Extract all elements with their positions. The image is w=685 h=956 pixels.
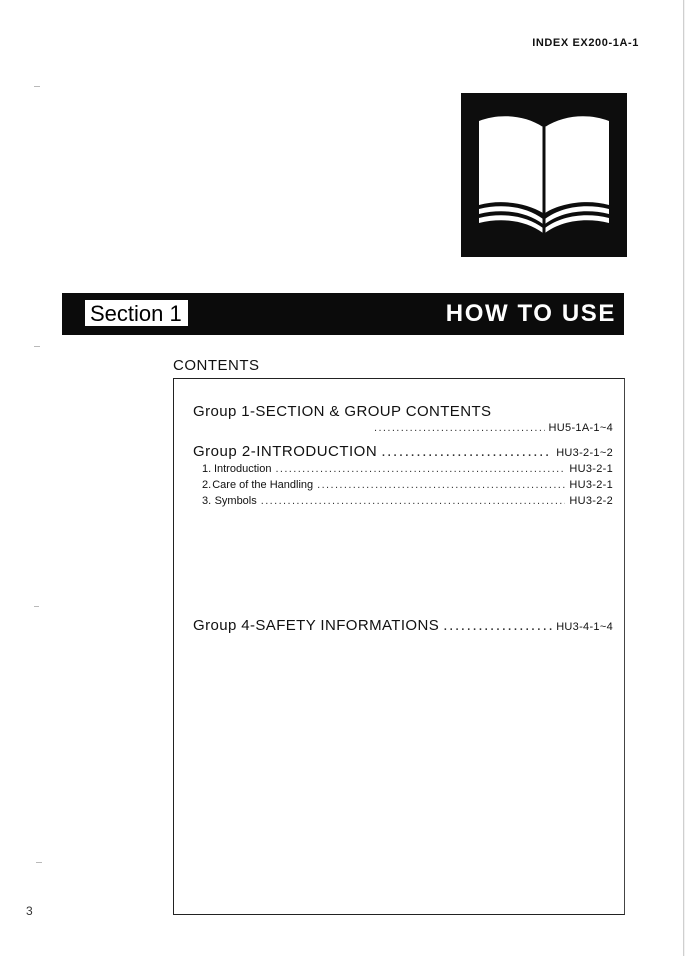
list-item (202, 463, 613, 475)
page-mark: 3 (26, 904, 33, 918)
leader-dots (443, 617, 552, 635)
margin-mark (34, 606, 39, 607)
margin-mark (34, 86, 40, 87)
group-4-ref: HU3-4-1~4 (556, 621, 613, 633)
group-4-line (193, 617, 613, 635)
item-label: Symbols (214, 495, 257, 507)
leader-dots (261, 495, 566, 507)
leader-dots (374, 422, 545, 434)
open-book-icon (461, 93, 627, 257)
section-header-bar (62, 293, 624, 335)
group-1-ref-line (370, 422, 613, 434)
item-label: Introduction (213, 463, 272, 475)
item-label: Care of the Handling (212, 479, 314, 491)
section-title: HOW TO USE (445, 300, 616, 327)
group-2-line (193, 443, 613, 461)
margin-mark (34, 346, 40, 347)
contents-heading: CONTENTS (173, 357, 260, 374)
leader-dots (275, 463, 565, 475)
group-1-ref: HU5-1A-1~4 (548, 422, 613, 434)
section-number-label: Section 1 (85, 300, 188, 326)
contents-table (173, 378, 625, 915)
index-code: INDEX EX200-1A-1 (532, 37, 639, 49)
item-number: 3. (202, 495, 212, 507)
item-ref: HU3-2-1 (569, 463, 613, 475)
item-number: 2. (202, 479, 212, 491)
list-item (202, 479, 613, 491)
group-1-title: Group 1-SECTION & GROUP CONTENTS (193, 403, 492, 420)
item-ref: HU3-2-2 (569, 495, 613, 507)
group-2-ref: HU3-2-1~2 (556, 447, 613, 459)
group-2-title: Group 2-INTRODUCTION (193, 443, 378, 460)
group-4-title: Group 4-SAFETY INFORMATIONS (193, 617, 440, 634)
leader-dots (381, 443, 552, 461)
item-number: 1. (202, 463, 212, 475)
margin-mark (36, 862, 42, 863)
leader-dots (317, 479, 565, 491)
list-item (202, 495, 613, 507)
item-ref: HU3-2-1 (569, 479, 613, 491)
